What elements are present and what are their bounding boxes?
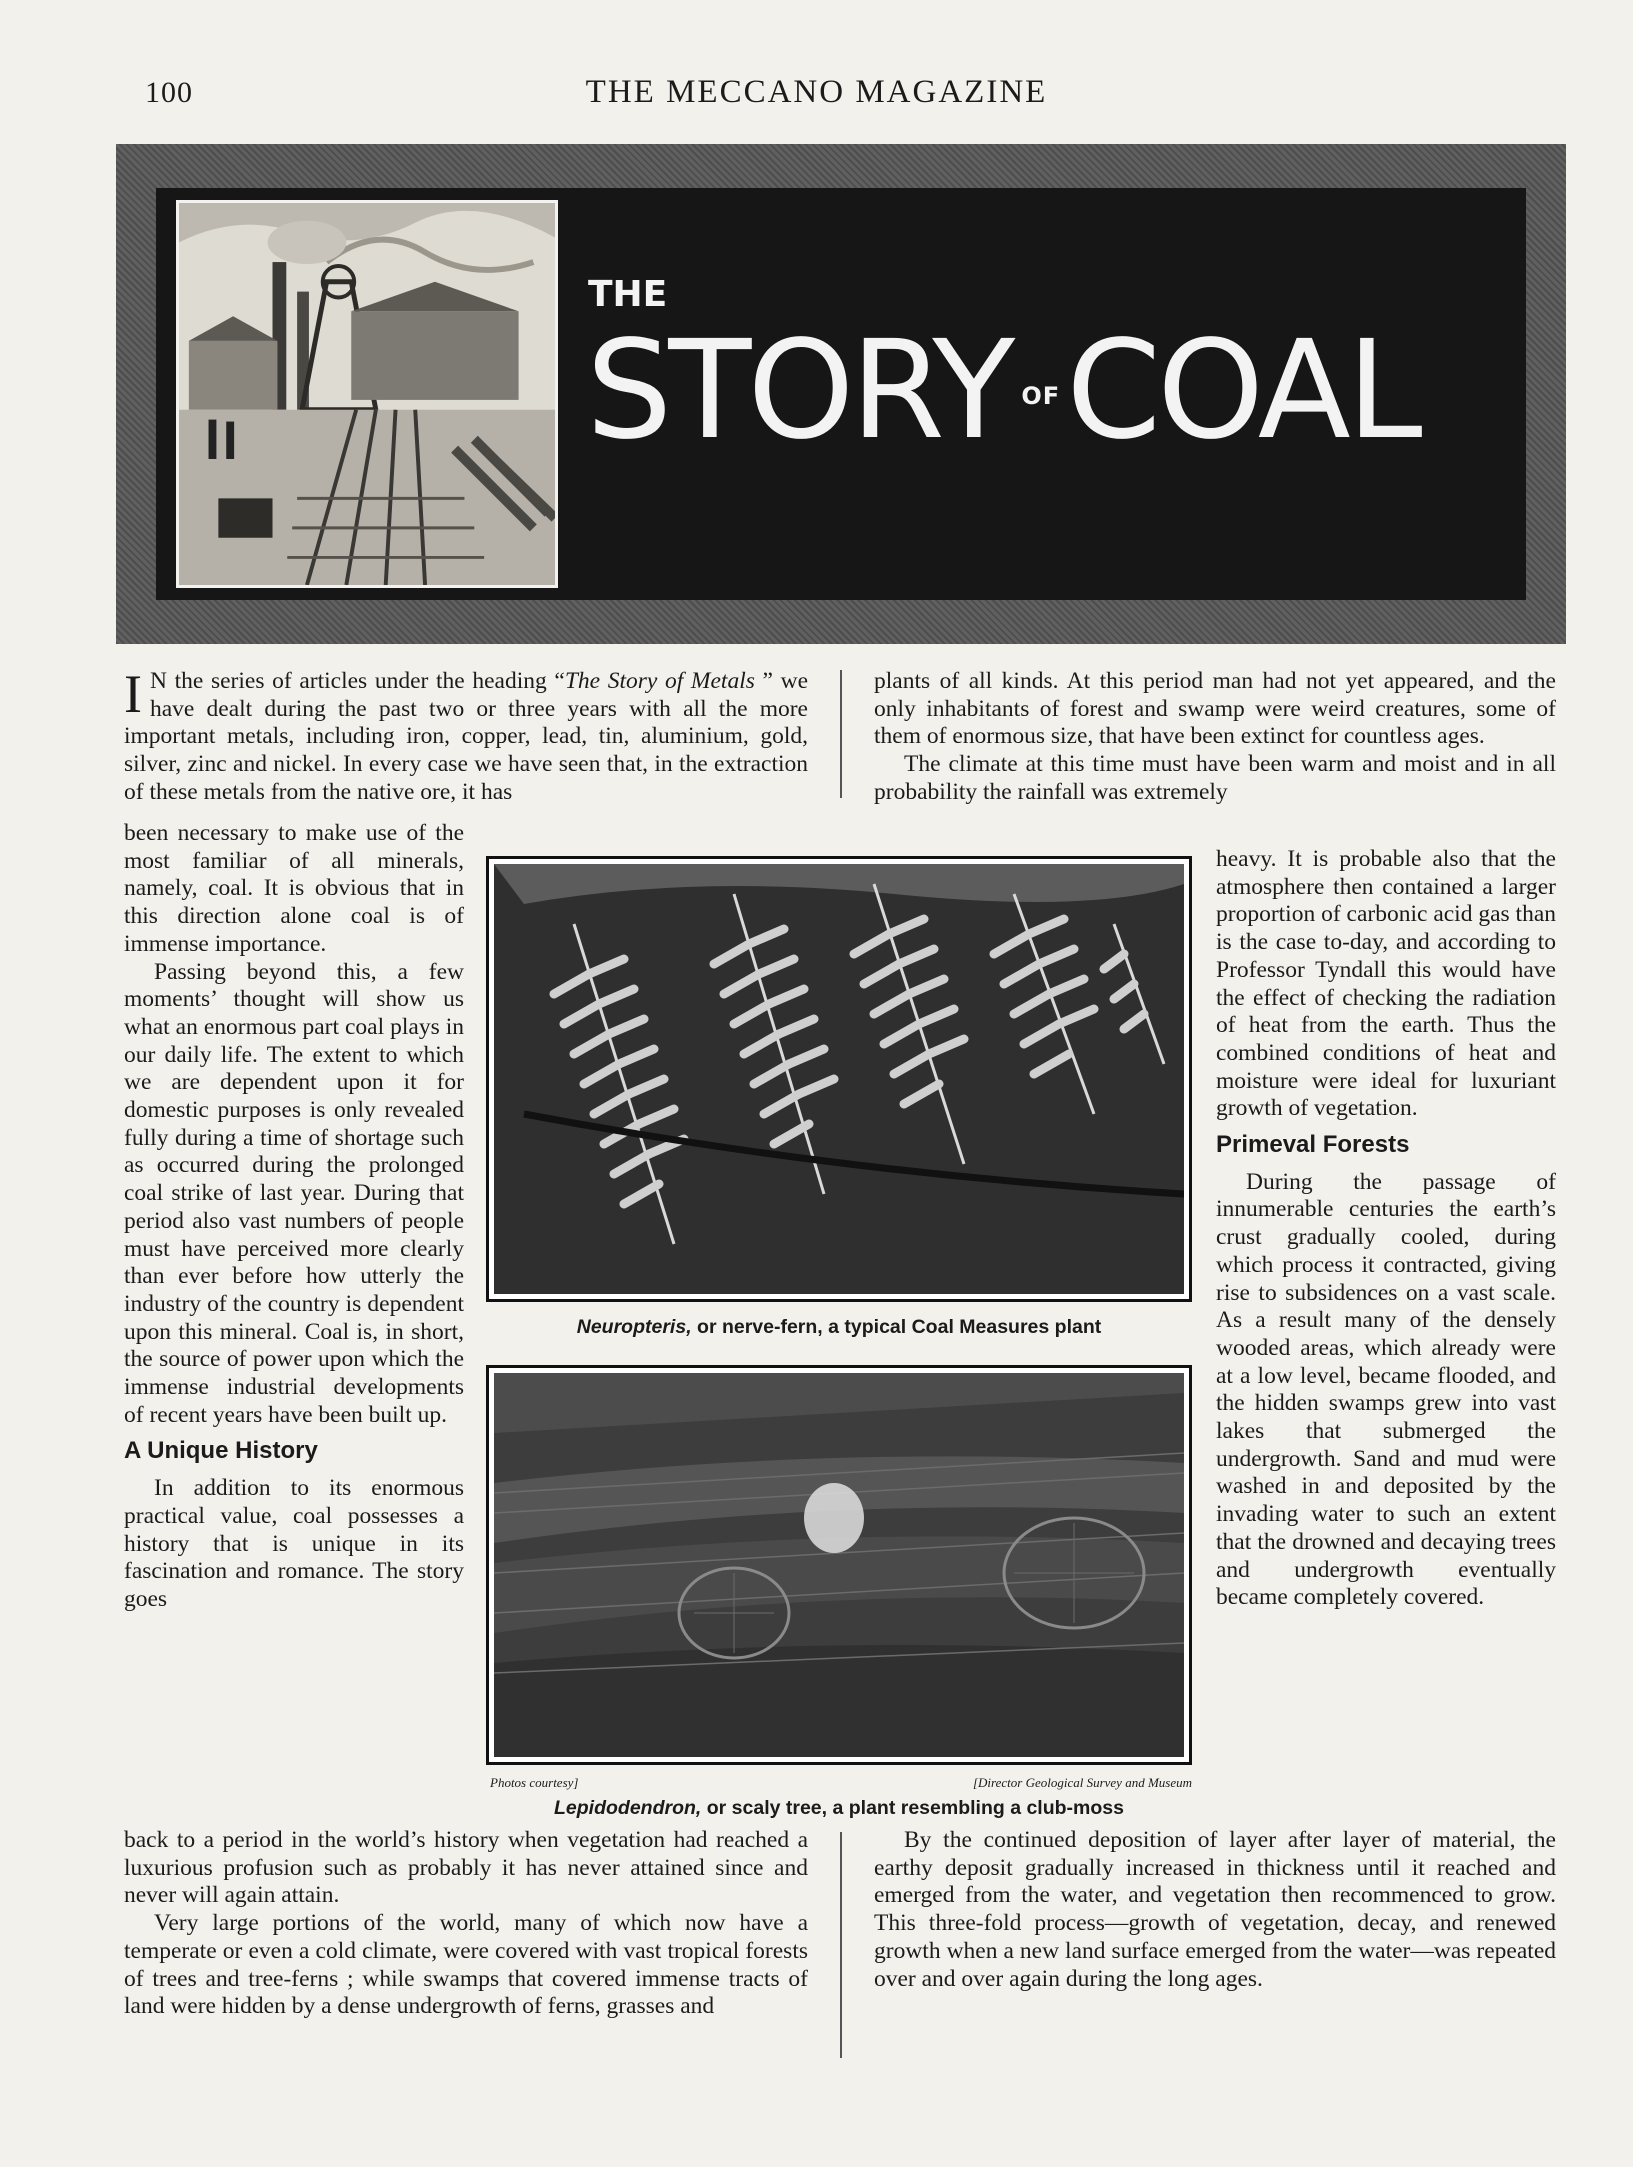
- photo-credit-left: Photos courtesy]: [490, 1775, 579, 1790]
- running-head: THE MECCANO MAGAZINE: [585, 74, 1048, 110]
- column-rule: [840, 670, 842, 798]
- paragraph: In addition to its enormous practical value, coal possesses a history that is unique in its fascination and romance. The story goes: [124, 1475, 464, 1612]
- column-rule: [840, 1832, 842, 2058]
- paragraph: Passing beyond this, a few moments’ thought will show us what an enormous part coal plays in our daily life. The extent to which we are dependent upon it for domestic purposes is only revealed fully during a time of shortage such as occurred during the prolonged coal strike of last year. During that period also vast numbers of people must have perceived more clearly than ever before how utterly the industry of the country is dependent upon this mineral. Coal is, in short, the source of power upon which the immense industrial developments of recent years have been built up.: [124, 958, 464, 1428]
- right-column-bottom: [874, 1827, 1556, 1993]
- subheading-primeval-forests: Primeval Forests: [1216, 1131, 1410, 1159]
- left-column-intro: [124, 664, 809, 807]
- paragraph: plants of all kinds. At this period man had not yet appeared, and the only inhabitants of forest and swamp were weird creatures, some of them of enormous size, that have been extinct for countless ages.: [874, 668, 1556, 750]
- paragraph: heavy. It is probable also that the atmosphere then contained a larger proportion of carbonic acid gas than is the case to-day, and according to Professor Tyndall this would have the effect of checking the radiation of heat from the earth. Thus the combined conditions of heat and moisture were ideal for luxuriant growth of vegetation.: [1216, 846, 1556, 1122]
- left-column-bottom: [124, 1827, 808, 2021]
- title-of: OF: [1021, 381, 1061, 410]
- paragraph: been necessary to make use of the most familiar of all minerals, namely, coal. It is obvious that in this direction alone coal is of immense importance.: [124, 820, 464, 957]
- title-the: THE: [588, 274, 668, 315]
- fossil-photo-lepidodendron: [486, 1365, 1192, 1765]
- right-column-narrow: [1216, 846, 1556, 1612]
- title-story: STORY: [586, 312, 1012, 470]
- caption-species: Neuropteris,: [576, 1316, 692, 1338]
- paragraph: During the passage of innumerable centuries the earth’s crust gradually cooled, during which process it contracted, giving rise to subsidences on a vast scale. As a result many of the densely wooded areas, which already were at a low level, became flooded, and the hidden swamps grew into vast lakes that submerged the undergrowth. Sand and mud were washed in and deposited by the invading water to such an extent that the drowned and decaying trees and undergrowth eventually became completely covered.: [1216, 1168, 1556, 1611]
- right-column-top: [874, 668, 1556, 807]
- caption-text: or nerve-fern, a typical Coal Measures plant: [691, 1316, 1102, 1338]
- title-coal: COAL: [1066, 312, 1419, 470]
- fossil-photo-neuropteris: [486, 856, 1192, 1302]
- paragraph: Very large portions of the world, many of which now have a temperate or even a cold climate, were covered with vast tropical forests of trees and tree-ferns ; while swamps that covered immense tracts of land were hidden by a dense undergrowth of ferns, grasses and: [124, 1910, 808, 2020]
- intro-text-b: ” we have dealt during the past two or three years with all the more important metals, including iron, copper, lead, tin, aluminium, gold, silver, zinc and nickel. In every case we have seen that, in the extraction of these metals from the native ore, it has: [124, 668, 809, 805]
- caption-lepidodendron: [486, 1797, 1192, 1820]
- colliery-illustration: [176, 200, 558, 588]
- photo-credit-right: [Director Geological Survey and Museum: [972, 1775, 1192, 1790]
- banner-panel: [156, 188, 1526, 600]
- paragraph: back to a period in the world’s history when vegetation had reached a luxurious profusion such as probably it has never attained since and never will again attain.: [124, 1827, 808, 1909]
- paragraph: By the continued deposition of layer after layer of material, the earthy deposit gradually increased in thickness until it reached and emerged from the water, and vegetation then recommenced to grow. This three-fold process—growth of vegetation, decay, and renewed growth when a new land surface emerged from the water—was repeated over and over again during the long ages.: [874, 1827, 1556, 1992]
- title-banner: [116, 144, 1566, 644]
- caption-text: or scaly tree, a plant resembling a club-moss: [701, 1797, 1124, 1819]
- paragraph: The climate at this time must have been warm and moist and in all probability the rainfall was extremely: [874, 751, 1556, 805]
- page-number: 100: [145, 76, 193, 109]
- caption-neuropteris: [486, 1316, 1192, 1339]
- left-column-narrow: [124, 820, 464, 1614]
- page-title: [586, 306, 1419, 476]
- caption-species: Lepidodendron,: [554, 1797, 702, 1819]
- series-title: The Story of Metals: [564, 668, 755, 694]
- intro-text-a: N the series of articles under the heading “: [149, 668, 565, 694]
- subheading-unique-history: A Unique History: [124, 1437, 318, 1465]
- drop-cap: I: [124, 664, 142, 724]
